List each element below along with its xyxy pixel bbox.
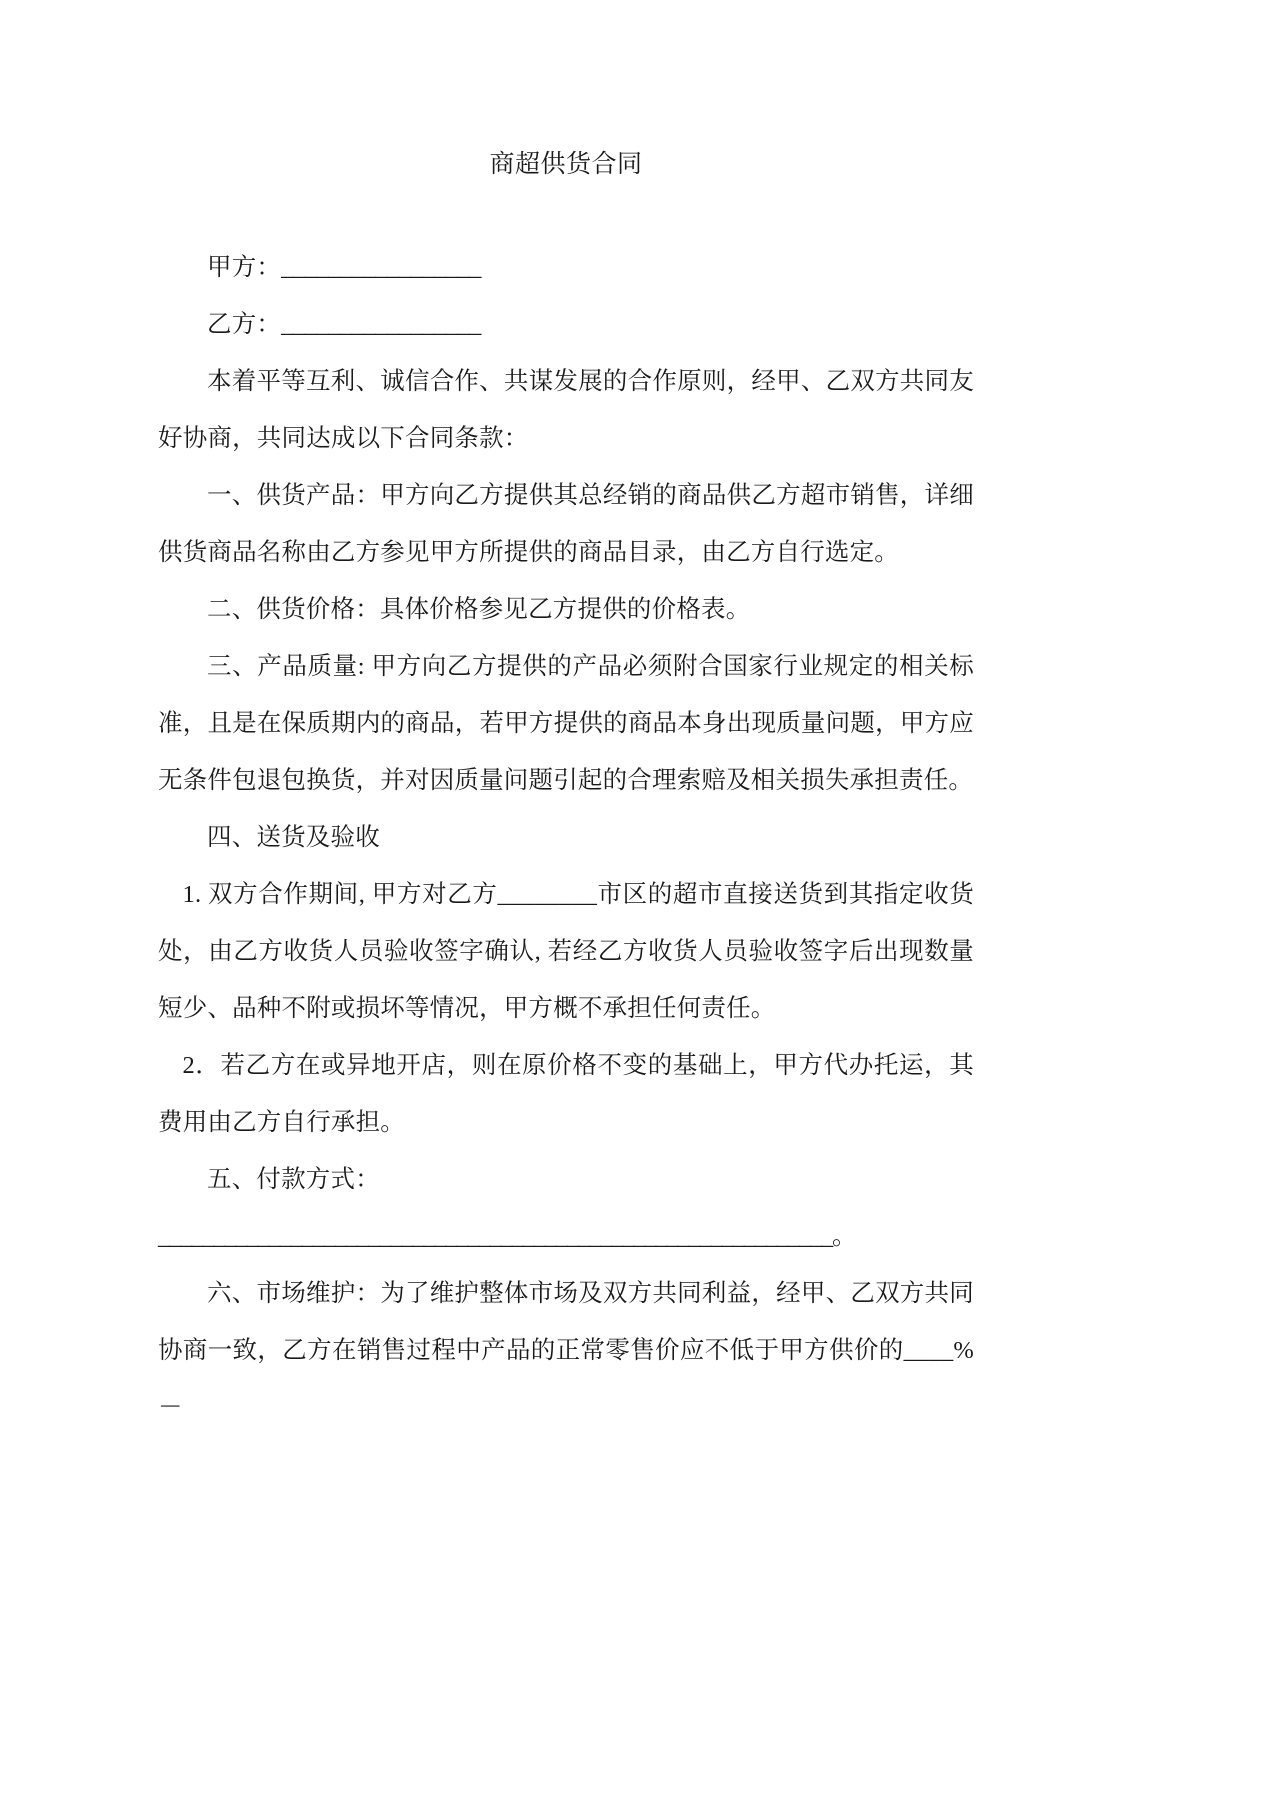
clause-4-item-2: 2．若乙方在或异地开店，则在原价格不变的基础上，甲方代办托运，其费用由乙方自行承担。 [158,1052,974,1136]
clause-6-market-protection: 六、市场维护：为了维护整体市场及双方共同利益，经甲、乙双方共同协商一致，乙方在销售过程中产品的正常零售价应不低于甲方供价的____%－ [158,1280,974,1421]
clause-3-product-quality: 三、产品质量: 甲方向乙方提供的产品必须附合国家行业规定的相关标准，且是在保质期内的商品，若甲方提供的商品本身出现质量问题，甲方应无条件包退包换货，并对因质量问题引起的合理索赔及相关损失承担责任。 [158,653,974,794]
clause-1-supply-products: 一、供货产品：甲方向乙方提供其总经销的商品供乙方超市销售，详细供货商品名称由乙方参见甲方所提供的商品目录，由乙方自行选定。 [158,482,974,566]
clause-5-payment-heading: 五、付款方式： [207,1166,380,1193]
clause-2-supply-price: 二、供货价格：具体价格参见乙方提供的价格表。 [207,596,751,623]
party-a-line [158,239,974,296]
clause-4-delivery-heading: 四、送货及验收 [207,824,380,851]
clause-4-item-1: 1. 双方合作期间, 甲方对乙方________市区的超市直接送货到其指定收货处，由乙方收货人员验收签字确认, 若经乙方收货人员验收签字后出现数量短少、品种不附或损坏等情况，甲方概不承担任何责任。 [158,881,974,1022]
document-body [158,0,974,1436]
party-b-line [158,296,974,353]
party-a-blank[interactable]: _________________ [281,254,481,281]
party-a-label: 甲方： [207,254,282,281]
party-b-label: 乙方： [207,311,282,338]
title-spacer [158,177,974,239]
party-b-blank[interactable]: _________________ [281,311,481,338]
preamble-paragraph: 本着平等互利、诚信合作、共谋发展的合作原则，经甲、乙双方共同友好协商，共同达成以下合同条款： [158,368,974,452]
clause-5-payment-blank[interactable]: _____________________________________________________________。 [158,1223,856,1250]
page-title: 商超供货合同 [489,151,643,178]
